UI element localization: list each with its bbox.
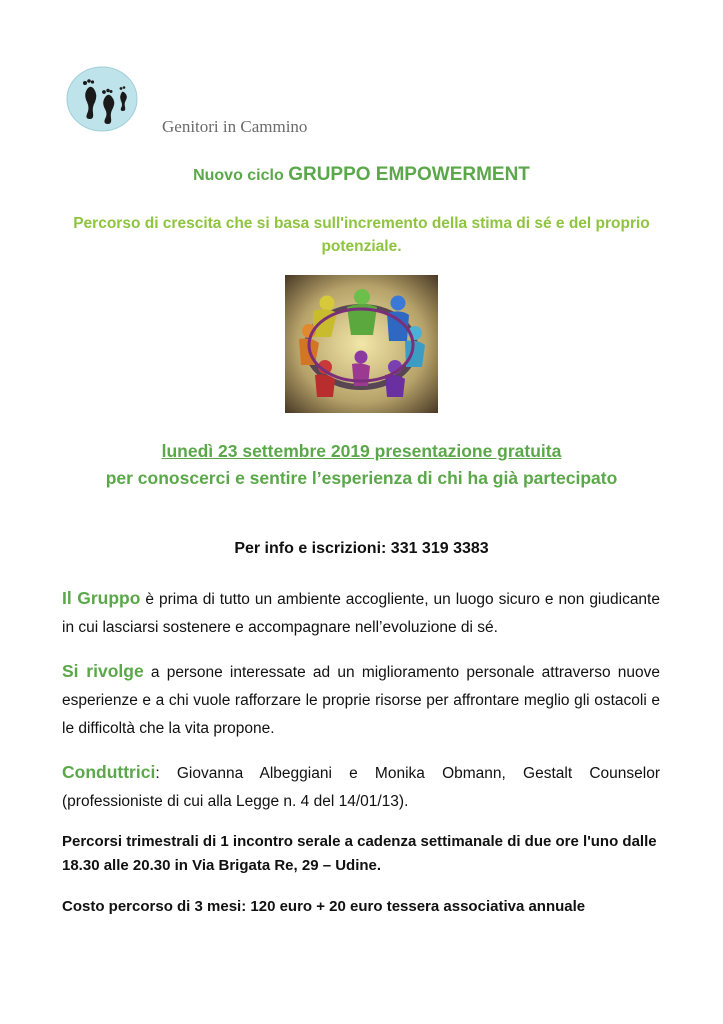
- event-date-line: lunedì 23 settembre 2019 presentazione gratuita: [161, 441, 562, 461]
- section-lead: Il Gruppo: [62, 588, 141, 608]
- schedule-text: Percorsi trimestrali di 1 incontro serale a cadenza settimanale di due ore l'uno dalle 18.30 alle 20.30 in Via Brigata Re, 29 – Udine.: [62, 833, 657, 874]
- title-main: GRUPPO EMPOWERMENT: [288, 164, 530, 185]
- section-gruppo: [62, 584, 660, 642]
- section-text: : Giovanna Albeggiani e Monika Obmann, Gestalt Counselor (professioniste di cui alla Legge n. 4 del 14/01/13).: [62, 765, 660, 810]
- people-circle-illustration-icon: [285, 275, 438, 413]
- footprints-icon: [66, 66, 138, 132]
- cost-text: Costo percorso di 3 mesi: 120 euro + 20 euro tessera associativa annuale: [62, 898, 586, 915]
- section-text: a persone interessate ad un miglioramento personale attraverso nuove esperienze e a chi vuole rafforzare le proprie risorse per affrontare meglio gli ostacoli e le difficoltà che la vita propone.: [62, 664, 660, 737]
- section-lead: Conduttrici: [62, 762, 156, 782]
- contact-info: Per info e iscrizioni: 331 319 3383: [234, 540, 489, 557]
- people-circle-illustration: [285, 275, 438, 413]
- section-conduttrici: [62, 758, 660, 816]
- subtitle: Percorso di crescita che si basa sull'incremento della stima di sé e del proprio potenziale.: [73, 215, 650, 255]
- event-description-line: per conoscerci e sentire l’esperienza di chi ha già partecipato: [105, 468, 618, 488]
- page-title: [0, 164, 723, 186]
- org-name: Genitori in Cammino: [162, 117, 308, 136]
- section-lead: Si rivolge: [62, 661, 144, 681]
- section-text: è prima di tutto un ambiente accogliente, un luogo sicuro e non giudicante in cui lasciarsi sostenere e accompagnare nell’evoluzione di sé.: [62, 591, 660, 636]
- section-si-rivolge: [62, 657, 660, 743]
- title-prefix: Nuovo ciclo: [193, 167, 289, 184]
- event-announcement: [60, 438, 663, 492]
- logo: [66, 66, 138, 132]
